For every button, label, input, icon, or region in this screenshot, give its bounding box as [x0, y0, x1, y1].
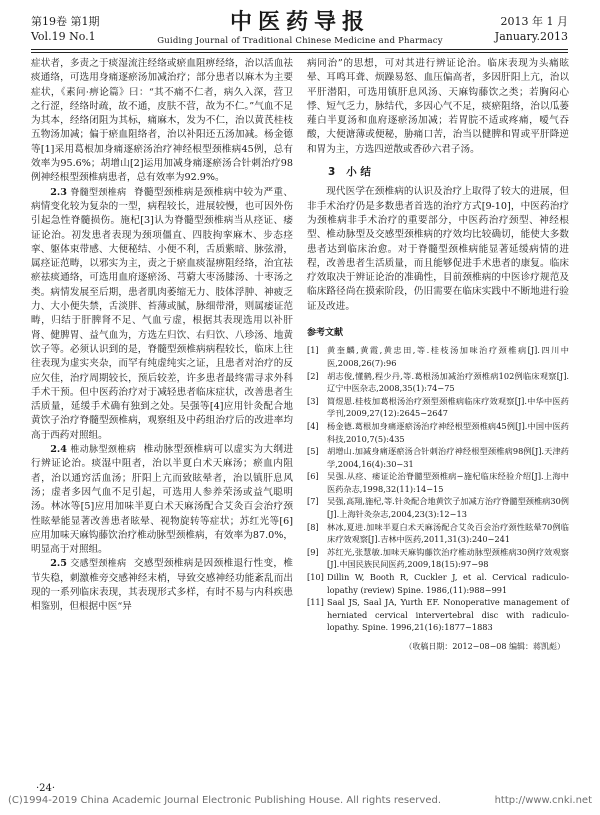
right-column: [307, 57, 569, 654]
paragraph: 现代医学在颈椎病的认识及治疗上取得了较大的进展，但非手术治疗仍是多数患者首选的治疗方式[9-10]，中医药治疗为颈椎病非手术治疗的重要部分，中医药治疗颈型、神经根型、椎动脉型及交感型颈椎病的疗效均比较确切，能使大多数患者达到临床治愈。对于脊髓型颈椎病能显著延缓病情的进程，改善患者生活质量，而且能够促进手术患者的康复。临床疗效取决于辨证论治的准确性，目前颈椎病的中医诊疗规范及临床路径尚在摸索阶段，仍旧需要在临床实践中不断地进行验证及改进。: [307, 186, 569, 312]
reference-number: [4]: [307, 420, 319, 431]
reference-number: [8]: [307, 521, 319, 532]
section-body: 脊髓型颈椎病是颈椎病中较为严重、病情变化较为复杂的一型，病程较长，进展较慢，也可因外伤引起急性脊髓损伤。施杞[3]认为脊髓型颈椎病当从痉证、痿证论治。初发患者表现为颈项僵直、四肢拘挛麻木、步态痉挛、躯体束带感、大便秘结、小便不利，舌质紫暗、脉弦滑，属痉证范畴，以邪实为主，责之于瘀血痰湿痹阻经络，治宜祛瘀祛痰通络，可选用血府逐瘀汤、芎藭大枣汤膝汤、十枣汤之类。病情发展至后期，患者肌肉萎缩无力、肢体浮肿、神疲乏力、大小便失禁，舌淡胖、苔薄或腻，脉细带滑，则属痿证范畴，归结于肝脾肾不足、气血亏虚，根据其表现选用以补肝肾、健脾胃、益气血为，方选左归饮、右归饮、八珍汤、地黄饮子等。必须认识到的是，脊髓型颈椎病病程较长，临床上往往表现为虚实夹杂，而罕有纯虚纯实之证，且患者对治疗的反应欠佳，治疗周期较长，预后较差，许多患者最终需寻求外科手术干预。但中医药治疗对于减轻患者临床症状，改善患者生活质量，延缓手术确有独到之处。吴强等[4]应用针灸配合地黄饮子治疗脊髓型颈椎病，观察组及中药组治疗后的改进率均高于西药对照组。: [31, 186, 293, 441]
section-2-3: [31, 186, 293, 443]
header-rule-thick: [31, 49, 568, 50]
header-rule-thin: [31, 52, 568, 53]
section-body: 交感型颈椎病是因颈椎退行性变，椎节失稳，刺激椎旁交感神经末梢，导致交感神经功能紊乱而出现的一系列临床表现，其表现形式多样，有时不易与内科疾患相鉴别，但根据中医“异: [31, 558, 293, 613]
reference-item: [307, 420, 569, 445]
reference-item: [307, 445, 569, 470]
received-date: （收稿日期：2012−08−08 编辑：蒋凯彪）: [404, 642, 565, 651]
section-title: 椎动脉型颈椎病: [70, 445, 137, 456]
reference-number: [7]: [307, 496, 319, 507]
issue-info: [31, 14, 100, 44]
left-column: [31, 57, 293, 615]
section-number: 2.4: [50, 444, 67, 456]
reference-number: [11]: [307, 597, 324, 608]
journal-title-cn: 中医药导报: [229, 9, 370, 35]
section-title: 交感型颈椎病: [70, 559, 127, 570]
references-list: [307, 344, 569, 634]
journal-title-en: Guiding Journal of Traditional Chinese Medicine and Pharmacy: [157, 36, 443, 46]
reference-number: [6]: [307, 471, 319, 482]
reference-item: [307, 596, 569, 634]
section-3-heading: [307, 165, 569, 179]
reference-item: [307, 546, 569, 571]
reference-number: [10]: [307, 572, 324, 583]
section-title: 脊髓型颈椎病: [70, 187, 127, 198]
reference-text: 杨金德.葛根加身痛逐瘀汤治疗神经根型颈椎病45例[J].中国中医药科技,2010,7(5):435: [327, 420, 569, 444]
reference-text: 胡增山.加减身痛逐瘀汤合针刺治疗神经根型颈椎病98例[J].天津药学,2004,16(4):30−31: [327, 446, 569, 469]
site-link[interactable]: http://www.cnki.net: [494, 795, 592, 806]
references-heading: 参考文献: [307, 328, 344, 339]
paragraph: 病同治”的思想，可对其进行辨证论治。临床表现为头痛眩晕、耳鸣耳聋、烦躁易怒、血压偏高者，多因肝阳上亢，治以平肝潜阳，可选用镇肝息风汤、天麻钩藤饮之类；若胸闷心悸、短气乏力，脉结代，多因心气不足，痰瘀阻络，治以瓜蒌薤白半夏汤和血府逐瘀汤加减；若胃脘不适或疼痛，嗳气吞酸，大便溏薄或便秘，胁痛口苦，治当以健脾和胃或平肝降逆和胃为主，方选四逆散或香砂六君子汤。: [307, 58, 569, 155]
issue-date: [495, 14, 568, 44]
reference-text: 林冰,夏进.加味半夏白术天麻汤配合艾灸百会治疗颈性眩晕70例临床疗效观察[J].吉林中医药,2011,31(3):240−241: [327, 521, 569, 545]
reference-text: 吴强.从痉、痿证论治脊髓型颈椎病−施杞临床经验介绍[J].上海中医药杂志,1998,32(11):14−15: [327, 471, 569, 494]
paragraph: 症状者，多责之于痰湿流注经络或瘀血阻痹经络，治以活血祛痰通络，可选用身痛逐瘀汤加减治疗；部分患者以麻木为主要症状，《素问·痹论篇》曰：“其不痛不仁者，病久入深，营卫之行涩，经络时疏，故不通，皮肤不营，故为不仁。”气血不足为其本，经络闭阻为其标，痛麻木，发为不仁，治以黄芪桂枝五物汤加减；偏于瘀血阻络者，治以补阳还五汤加减。杨金德等[1]采用葛根加身痛逐瘀汤治疗神经根型颈椎病45例，总有效率为95.6%；胡增山[2]运用加减身痛逐瘀汤合针刺治疗98例神经根型颈椎病患者，总有效率为92.9%。: [31, 58, 293, 184]
reference-item: [307, 495, 569, 520]
reference-text: 苏红光,张慧敏.加味天麻钩藤饮治疗椎动脉型颈椎病30例疗效观察[J].中国民族民间医药,2009,18(15):97−98: [327, 546, 569, 570]
section-2-5: [31, 557, 293, 614]
date-en: January.2013: [494, 30, 568, 43]
section-number: 2.5: [50, 558, 67, 570]
copyright-text: (C)1994-2019 China Academic Journal Electronic Publishing House. All rights reserved.: [8, 795, 441, 806]
reference-text: Dillin W, Booth R, Cuckler J, et al. Cervical radiculo-lopathy (review) Spine. 1986,(11):988−991: [327, 572, 569, 595]
reference-item: [307, 344, 569, 369]
reference-text: 吴强,高翔,施杞,等.针灸配合地黄饮子加减方治疗脊髓型颈椎病30例[J].上海针灸杂志,2004,23(3):12−13: [327, 496, 569, 520]
reference-item: [307, 370, 569, 395]
date-cn: 2013 年 1 月: [500, 15, 568, 28]
reference-item: [307, 470, 569, 495]
reference-number: [2]: [307, 370, 319, 381]
masthead: [150, 9, 450, 47]
reference-text: 简煜恩.桂枝加葛根汤治疗颈型颈椎病临床疗效观察[J].中华中医药学刊,2009,27(12):2645−2647: [327, 395, 569, 419]
reference-item: [307, 521, 569, 546]
reference-number: [3]: [307, 395, 319, 406]
reference-text: Saal JS, Saal JA, Yurth EF. Nonoperative management of herniated cervical intervertebral disc with radiculo-lopathy. Spine. 1996,21(16):1877−1883: [327, 597, 569, 633]
reference-item: [307, 395, 569, 420]
reference-item: [307, 571, 569, 596]
volume-en: Vol.19 No.1: [31, 30, 96, 43]
reference-number: [1]: [307, 345, 319, 356]
page-number: ·24·: [36, 783, 56, 794]
volume-cn: 第19卷 第1期: [31, 15, 100, 28]
reference-text: 胡志俊,懂鹤,程少丹,等.葛根汤加减治疗颈椎病102例临床观察[J].辽宁中医杂志,2008,35(1):74−75: [327, 370, 569, 394]
reference-number: [5]: [307, 446, 319, 457]
section-title: 小 结: [346, 166, 371, 179]
section-2-4: [31, 443, 293, 557]
reference-text: 黄奎麟,黄霞,黄忠田,等.桂枝汤加味治疗颈椎病[J].四川中医,2008,26(7):96: [327, 345, 569, 368]
reference-number: [9]: [307, 546, 319, 557]
section-body: 椎动脉型颈椎病可以虚实为大纲进行辨证论治。痰湿中阻者，治以半夏白术天麻汤；瘀血内阻者，治以通窍活血汤；肝阳上亢而致眩晕者，治以镇肝息风汤；虚者多因气血不足引起，可选用人参养荣汤或益气聪明汤。林冰等[5]应用加味半夏白术天麻汤配合艾灸百会治疗颈性眩晕能显著改善患者眩晕、视物旋转等症状；苏红光等[6]应用加味天麻钩藤饮治疗椎动脉型颈椎病，有效率为87.0%，明显高于对照组。: [31, 444, 293, 556]
section-number: 2.3: [50, 186, 67, 198]
section-number: 3: [328, 166, 336, 179]
copyright-bar: [8, 795, 592, 806]
